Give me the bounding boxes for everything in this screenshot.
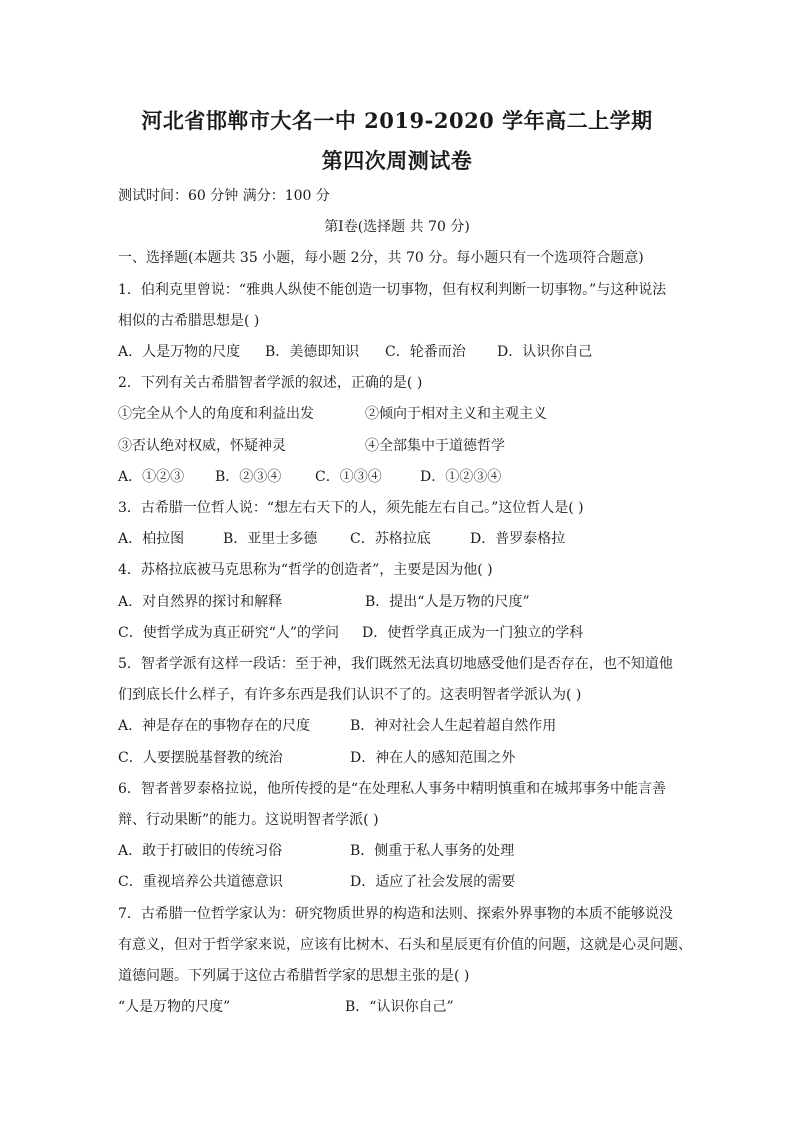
question-6-option-d: D．适应了社会发展的需要 xyxy=(350,874,516,890)
question-6-option-b: B．侧重于私人事务的处理 xyxy=(350,843,515,859)
question-1-option-a: A．人是万物的尺度 xyxy=(118,344,241,360)
question-5-option-a: A．神是存在的事物存在的尺度 xyxy=(118,718,311,734)
question-7-option-a: “人是万物的尺度” xyxy=(118,999,231,1015)
question-2-option-b: B．②③④ xyxy=(215,469,282,485)
question-5-option-b: B．神对社会人生起着超自然作用 xyxy=(350,718,557,734)
question-4-stem: 4．苏格拉底被马克思称为“哲学的创造者”，主要是因为他( ) xyxy=(118,562,493,578)
question-1-option-c: C．轮番而治 xyxy=(385,344,466,360)
question-6-option-a: A．敢于打破旧的传统习俗 xyxy=(118,843,283,859)
question-1-option-d: D．认识你自己 xyxy=(497,344,593,360)
question-7-option-b: B．“认识你自己” xyxy=(345,999,454,1015)
exam-title-line1: 河北省邯郸市大名一中 2019-2020 学年高二上学期 xyxy=(141,108,653,133)
section-instruction: 一、选择题(本题共 35 小题，每小题 2分，共 70 分。每小题只有一个选项符合题意) xyxy=(118,250,644,266)
question-4-option-b: B．提出“人是万物的尺度” xyxy=(365,594,530,610)
question-5-stem-line-1: 5．智者学派有这样一段话：至于神，我们既然无法真切地感受他们是否存在，也不知道他 xyxy=(118,656,673,672)
question-5-stem-line-2: 们到底长什么样子，有许多东西是我们认识不了的。这表明智者学派认为( ) xyxy=(118,687,582,703)
question-2-stem: 2．下列有关古希腊智者学派的叙述，正确的是( ) xyxy=(118,375,423,391)
question-4-option-a: A．对自然界的探讨和解释 xyxy=(118,594,283,610)
question-1-stem-line-1: 1．伯利克里曾说：“雅典人纵使不能创造一切事物，但有权利判断一切事物。”与这种说法 xyxy=(118,282,667,298)
question-2-option-c: C．①③④ xyxy=(315,469,382,485)
question-3-stem: 3．古希腊一位哲人说：“想左右天下的人，须先能左右自己。”这位哲人是( ) xyxy=(118,500,584,516)
question-2-option-d: D．①②③④ xyxy=(420,469,502,485)
question-7-stem-line-1: 7．古希腊一位哲学家认为：研究物质世界的构造和法则、探索外界事物的本质不能够说没 xyxy=(118,906,673,922)
exam-title-line2: 第四次周测试卷 xyxy=(321,148,473,173)
exam-info: 测试时间：60 分钟 满分：100 分 xyxy=(118,188,330,204)
question-5-option-d: D．神在人的感知范围之外 xyxy=(350,750,516,766)
question-4-option-c: C．使哲学成为真正研究“人”的学问 xyxy=(118,625,340,641)
question-6-stem-line-2: 辩、行动果断”的能力。这说明智者学派( ) xyxy=(118,812,379,828)
question-2-option-a: A．①②③ xyxy=(118,469,185,485)
part-header: 第Ⅰ卷(选择题 共 70 分) xyxy=(324,219,470,235)
question-4-option-d: D．使哲学真正成为一门独立的学科 xyxy=(362,625,584,641)
question-6-option-c: C．重视培养公共道德意识 xyxy=(118,874,283,890)
question-7-stem-line-3: 道德问题。下列属于这位古希腊哲学家的思想主张的是( ) xyxy=(118,968,470,984)
question-7-stem-line-2: 有意义，但对于哲学家来说，应该有比树木、石头和星辰更有价值的问题，这就是心灵问题、 xyxy=(118,937,692,953)
question-2-statement-4: ④全部集中于道德哲学 xyxy=(365,438,505,454)
question-3-option-d: D．普罗泰格拉 xyxy=(470,531,566,547)
question-1-stem-line-2: 相似的古希腊思想是( ) xyxy=(118,313,260,329)
question-6-stem-line-1: 6．智者普罗泰格拉说，他所传授的是“在处理私人事务中精明慎重和在城邦事务中能言善 xyxy=(118,781,667,797)
question-3-option-b: B．亚里士多德 xyxy=(223,531,318,547)
question-2-statement-3: ③否认绝对权威，怀疑神灵 xyxy=(118,438,286,454)
question-2-statement-1: ①完全从个人的角度和利益出发 xyxy=(118,406,314,422)
question-3-option-a: A．柏拉图 xyxy=(118,531,185,547)
question-3-option-c: C．苏格拉底 xyxy=(350,531,431,547)
question-1-option-b: B．美德即知识 xyxy=(265,344,360,360)
question-5-option-c: C．人要摆脱基督教的统治 xyxy=(118,750,283,766)
question-2-statement-2: ②倾向于相对主义和主观主义 xyxy=(365,406,547,422)
